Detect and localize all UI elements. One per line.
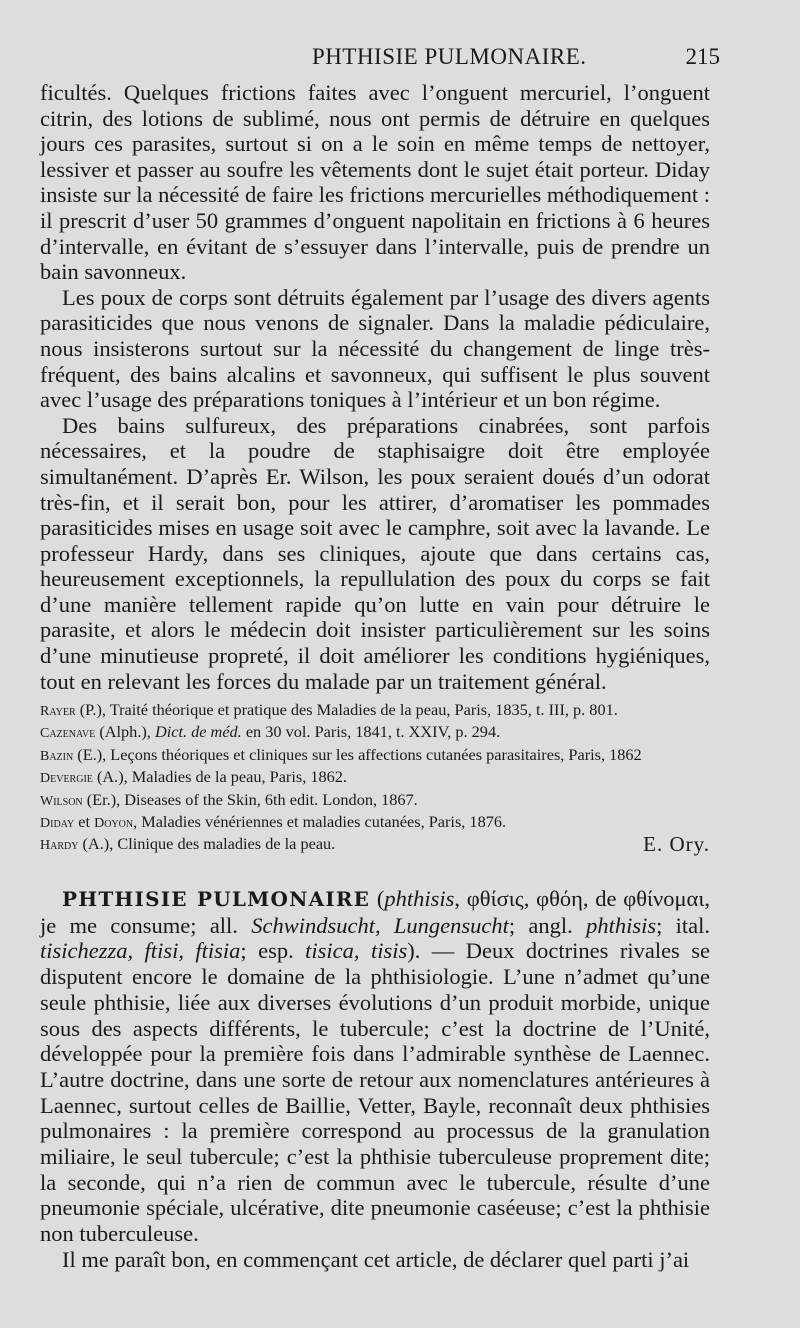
etymology-run: tisichezza, ftisi, ftisia <box>40 938 241 964</box>
bibliography-entry: Hardy (A.), Clinique des maladies de la peau. <box>40 834 336 854</box>
body-text <box>40 80 710 694</box>
etymology-run: ; angl. <box>508 912 587 938</box>
author-signature: E. Ory. <box>643 832 710 856</box>
etymology-run: phthisis <box>384 886 455 911</box>
article-etymology <box>40 886 710 1246</box>
etymology-run: ; esp. <box>240 938 306 964</box>
etymology-run: ( <box>370 886 385 911</box>
page-number: 215 <box>685 44 720 69</box>
bibliography-entry: Bazin (E.), Leçons théoriques et cliniques sur les affections cutanées parasitaires, Paris, 1862 <box>40 744 642 764</box>
etymology-run: ). — Deux doctrines rivales se disputent encore le domaine de la phthisiologie. L’une n’admet qu’une seule phthisie, liée aux diverses évolutions d’un produit morbide, unique sous des aspects différents, le tubercule; c’est la doctrine de l’Unité, développée pour la première fois dans l’admirable synthèse de Laennec. L’autre doctrine, dans une sorte de retour aux nomenclatures antérieures à Laennec, surtout celles de Baillie, Vetter, Bayle, reconnaît deux phthisies pulmonaires : la première correspond au processus de la granulation miliaire, le seul tubercule; c’est la phthisie tuberculeuse proprement dite; la seconde, qui n’a rien de commun avec le tubercule, résulte d’une pneumonie spéciale, ulcérative, dite pneumonie caséeuse; c’est la phthisie non tuberculeuse. <box>40 938 710 1247</box>
article-phthisie <box>40 886 710 1273</box>
bibliography <box>40 700 710 857</box>
etymology-run: tisica, tisis <box>305 938 408 964</box>
etymology-run: phthisis <box>586 912 657 938</box>
running-head <box>40 44 720 74</box>
bibliography-entry: Devergie (A.), Maladies de la peau, Paris, 1862. <box>40 767 347 787</box>
bibliography-entry: Diday et Doyon, Maladies vénériennes et maladies cutanées, Paris, 1876. <box>40 812 507 832</box>
paragraph: Il me paraît bon, en commençant cet article, de déclarer quel parti j’ai <box>62 1246 690 1272</box>
etymology-run: Schwindsucht, Lungensucht <box>251 912 509 938</box>
bibliography-entry: Cazenave (Alph.), Dict. de méd. en 30 vol. Paris, 1841, t. XXIV, p. 294. <box>40 722 501 742</box>
article-headword: PHTHISIE PULMONAIRE <box>62 887 371 911</box>
etymology-run: , φθίσις, φθόη, de φθίνομαι, je me consume; all. <box>40 886 711 938</box>
paragraph: Des bains sulfureux, des préparations cinabrées, sont parfois nécessaires, et la poudre de staphisaigre doit être employée simultanément. D’après Er. Wilson, les poux seraient doués d’un odorat très-fin, et il serait bon, pour les attirer, d’aromatiser les pommades parasiticides mises en usage soit avec le camphre, soit avec la lavande. Le professeur Hardy, dans ses cliniques, ajoute que dans certains cas, heureusement exceptionnels, la repullulation des poux du corps se fait d’une manière tellement rapide qu’on lutte en vain pour détruire le parasite, et alors le médecin doit insister particulièrement sur les soins d’une minutieuse propreté, il doit améliorer les conditions hygiéniques, tout en relevant les forces du malade par un traitement général. <box>40 412 710 694</box>
bibliography-entry: Wilson (Er.), Diseases of the Skin, 6th edit. London, 1867. <box>40 789 418 809</box>
bibliography-entry: Rayer (P.), Traité théorique et pratique des Maladies de la peau, Paris, 1835, t. III, p. 801. <box>40 700 618 719</box>
article-intro <box>40 886 710 1247</box>
paragraph: ficultés. Quelques frictions faites avec l’onguent mercuriel, l’onguent citrin, des lotions de sublimé, nous ont permis de détruire en quelques jours ces parasites, surtout si on a le soin en même temps de nettoyer, lessiver et passer au soufre les vêtements dont le sujet était porteur. Diday insiste sur la nécessité de faire les frictions mercurielles méthodiquement : il prescrit d’user 50 grammes d’onguent napolitain en frictions à 6 heures d’intervalle, en évitant de s’essuyer dans l’intervalle, puis de prendre un bain savonneux. <box>40 80 710 285</box>
etymology-run: ; ital. <box>656 912 710 938</box>
running-title: PHTHISIE PULMONAIRE. <box>312 44 587 69</box>
paragraph: Les poux de corps sont détruits également par l’usage des divers agents parasiticides que nous venons de signaler. Dans la maladie pédiculaire, nous insisterons surtout sur la nécessité du changement de linge très-fréquent, des bains alcalins et savonneux, qui suffisent le plus souvent avec l’usage des préparations toniques à l’intérieur et un bon régime. <box>40 284 710 413</box>
